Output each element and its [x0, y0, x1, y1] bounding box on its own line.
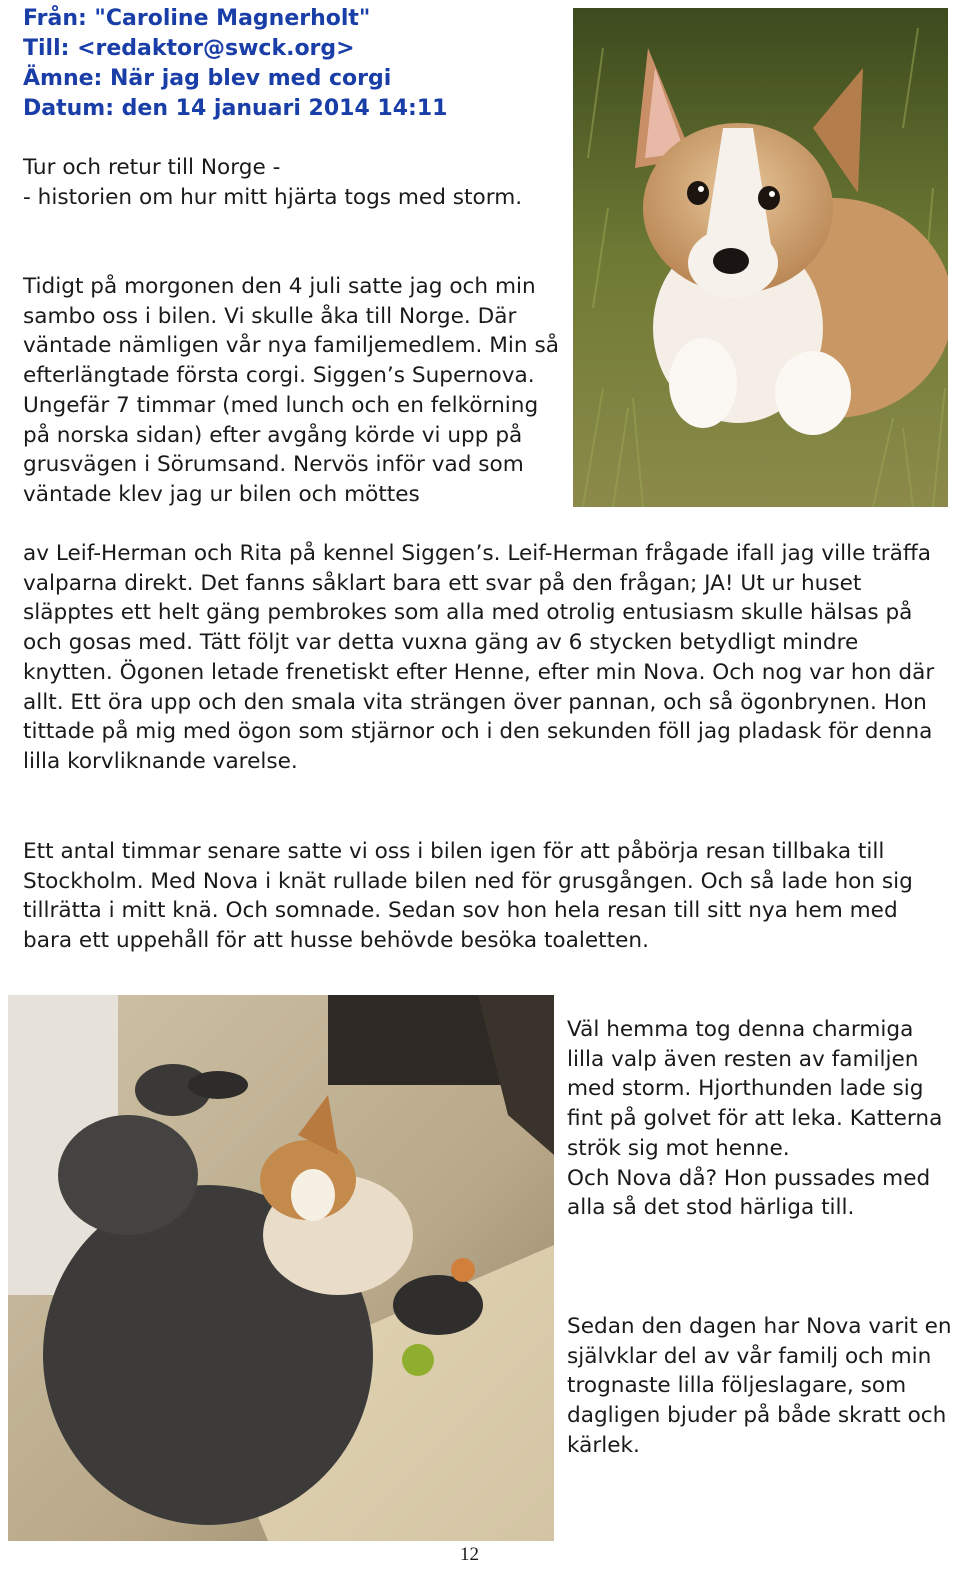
story-paragraph-top: Tidigt på morgonen den 4 juli satte jag och min sambo oss i bilen. Vi skulle åka till Norge. Där väntade nämligen vår nya familjemedlem. Min så efterlängtade första corgi. Siggen’s Supernova. Ungefär 7 timmar (med lunch och en felkörning på norska sidan) efter avgång körde vi upp på grusvägen i Sörumsand. Nervös inför vad som väntade klev jag ur bilen och möttes — [23, 274, 559, 507]
email-header — [23, 4, 568, 124]
email-from: Från: "Caroline Magnerholt" — [23, 6, 371, 31]
email-date: Datum: den 14 januari 2014 14:11 — [23, 96, 448, 121]
email-subject: Ämne: När jag blev med corgi — [23, 66, 392, 91]
email-to: Till: <redaktor@swck.org> — [23, 36, 355, 61]
intro-paragraph: Tur och retur till Norge - - historien om hur mitt hjärta togs med storm. — [23, 155, 523, 210]
home-paragraph: Väl hemma tog denna charmiga lilla valp även resten av familjen med storm. Hjorthunden lade sig fint på golvet för att leka. Katterna strök sig mot henne. Och Nova då? Hon pussades med alla så det stod härliga till. — [567, 1017, 943, 1221]
page-number: 12 — [460, 1544, 479, 1565]
story-paragraph-bottom: av Leif-Herman och Rita på kennel Siggen’s. Leif-Herman frågade ifall jag ville träffa valparna direkt. Det fanns såklart bara ett svar på den frågan; JA! Ut ur huset släpptes ett helt gäng pembrokes som alla med otrolig entusiasm skulle hälsas på och gosas med. Tätt följt var detta vuxna gäng av 6 stycken betydligt mindre knytten. Ögonen letade frenetiskt efter Henne, efter min Nova. Och nog var hon där allt. Ett öra upp och den smala vita strängen över pannan, och så ögonbrynen. Hon tittade på mig med ögon som stjärnor och i den sekunden föll jag pladask för denna lilla korvliknande varelse. — [23, 541, 935, 774]
return-trip-paragraph: Ett antal timmar senare satte vi oss i bilen igen för att påbörja resan tillbaka till Stockholm. Med Nova i knät rullade bilen ned för grusgången. Och så lade hon sig tillrätta i mitt knä. Och somnade. Sedan sov hon hela resan till sitt nya hem med bara ett uppehåll för att husse behövde besöka toaletten. — [23, 839, 913, 954]
corgi-puppy-photo — [573, 8, 948, 507]
since-paragraph: Sedan den dagen har Nova varit en självklar del av vår familj och min trognaste lilla följeslagare, som dagligen bjuder på både skratt och kärlek. — [567, 1314, 952, 1458]
deerhound-and-corgi-photo — [8, 995, 554, 1541]
